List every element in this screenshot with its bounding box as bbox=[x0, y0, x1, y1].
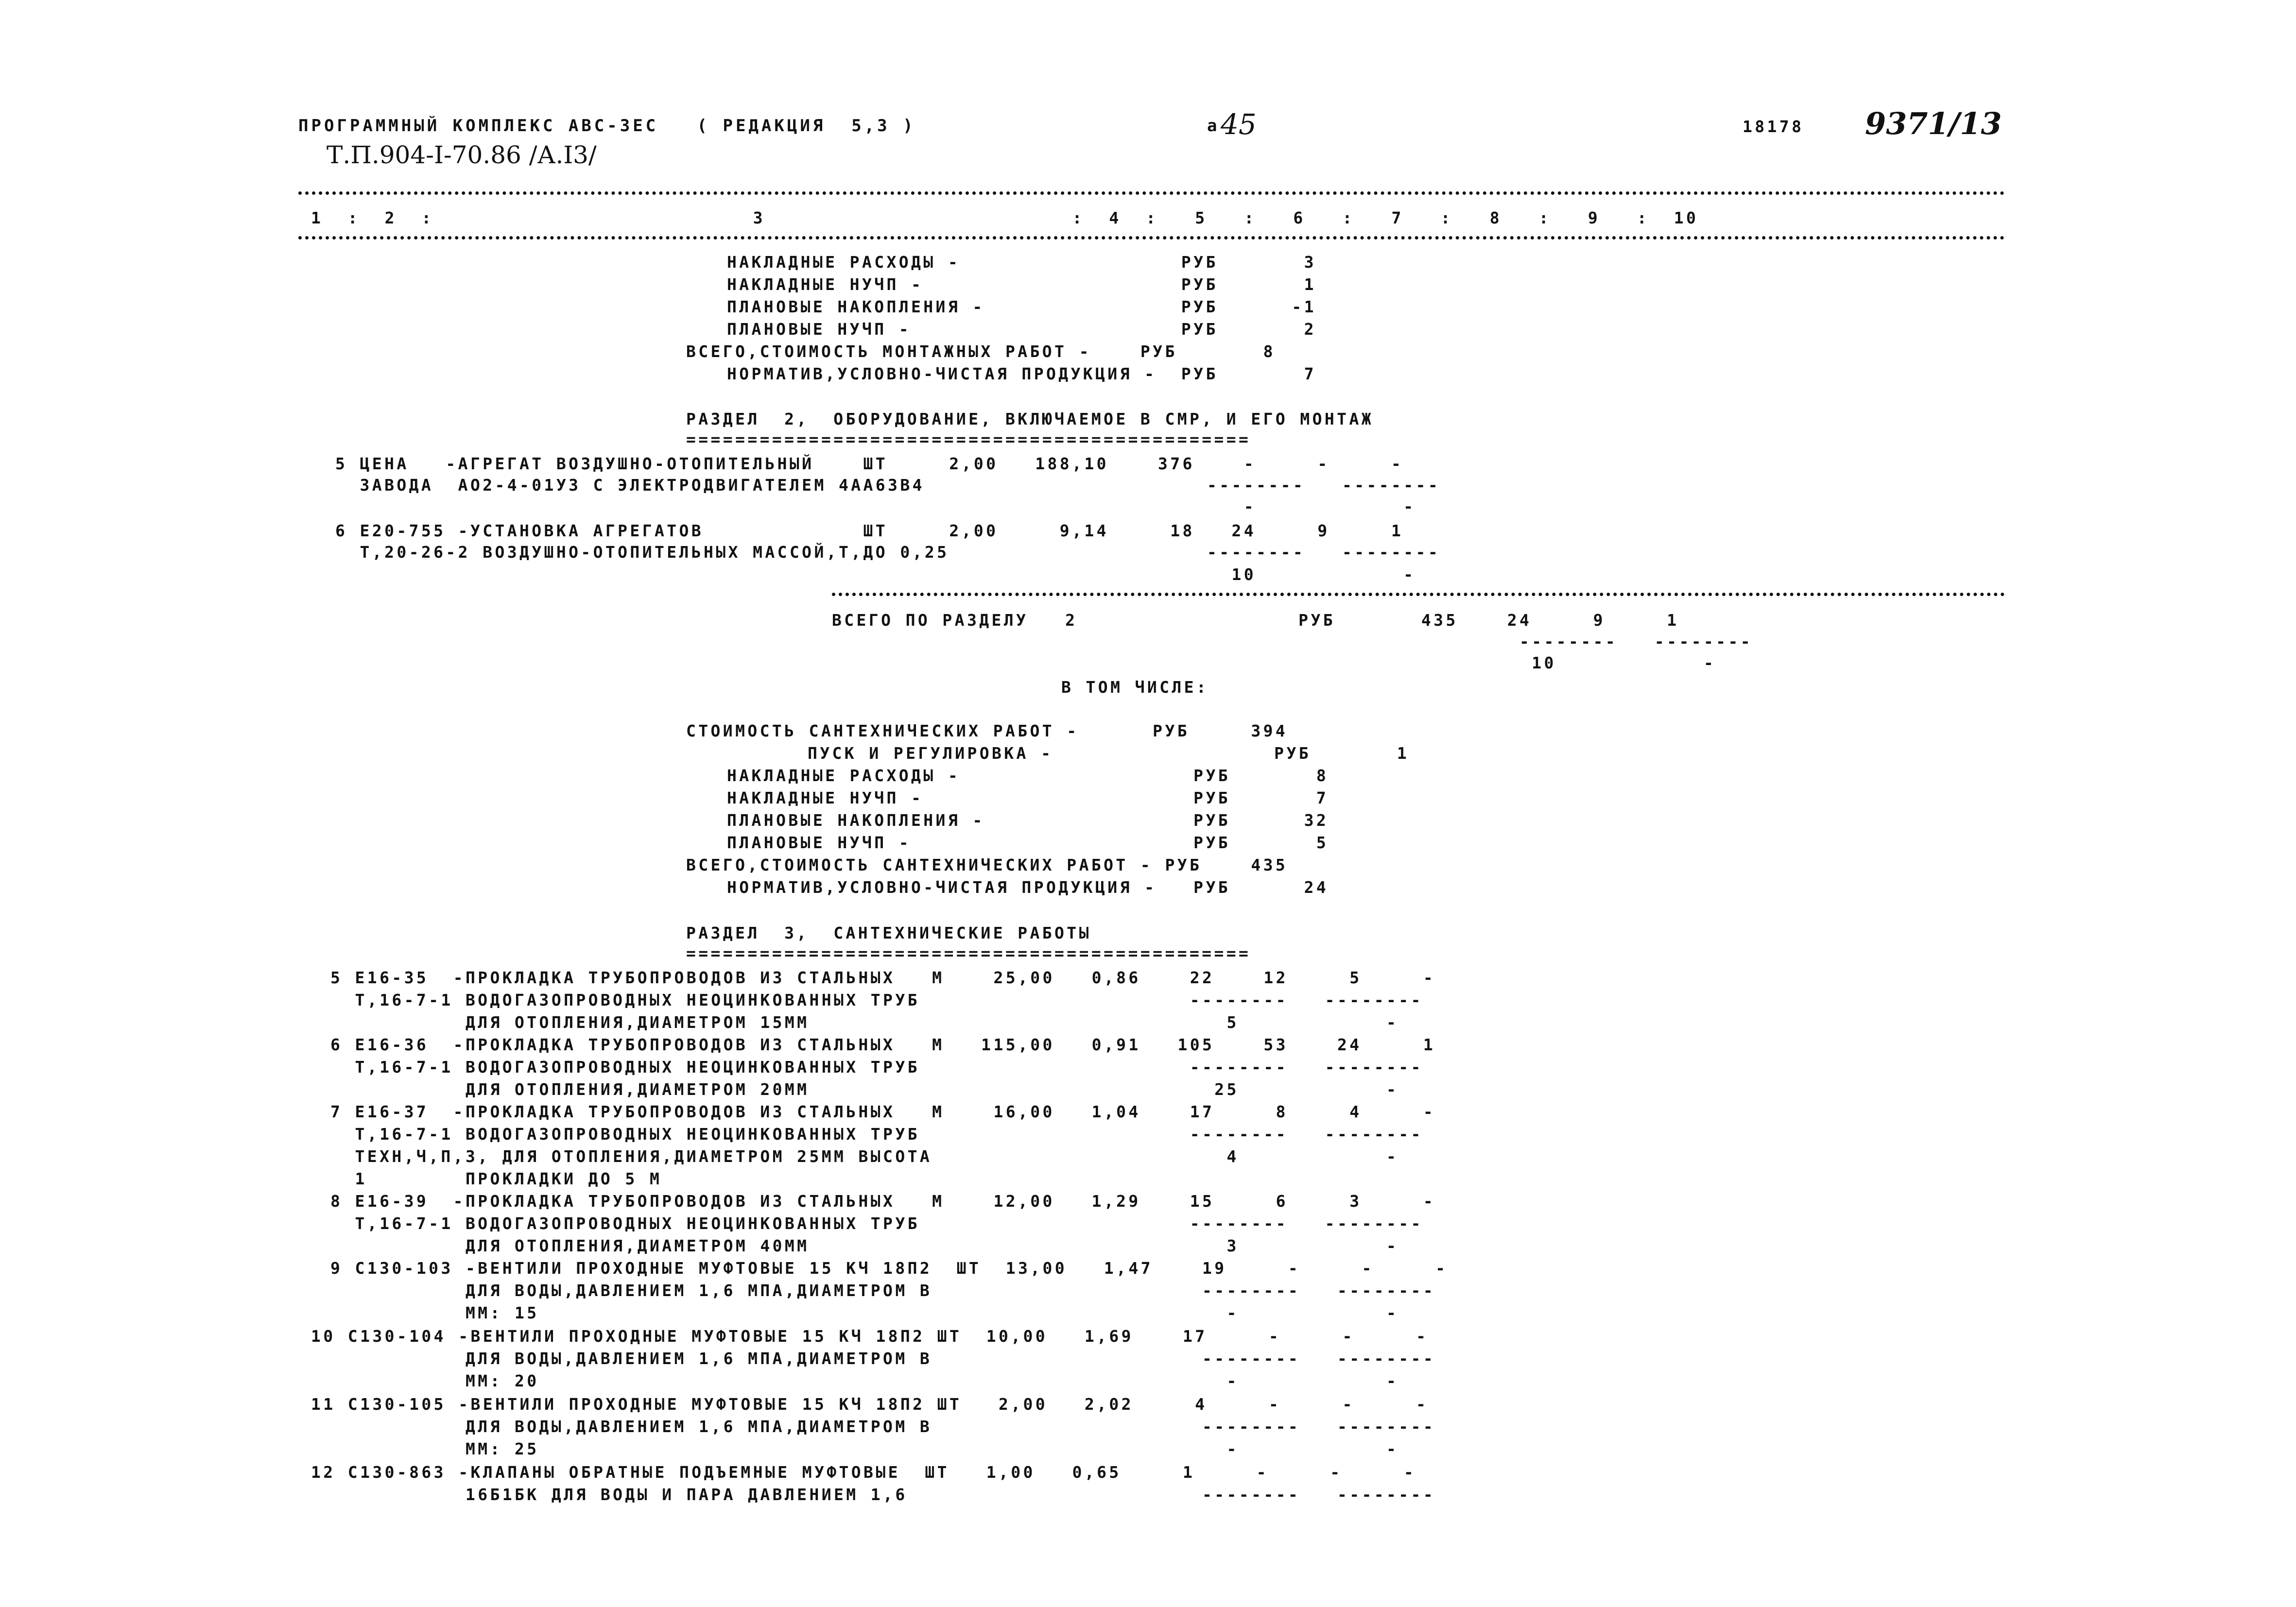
table-row: 6 Е16-36 -ПРОКЛАДКА ТРУБОПРОВОДОВ ИЗ СТАЛЬНЫХ М 115,00 0,91 105 53 24 1 bbox=[330, 1035, 1436, 1054]
table-row: 9 С130-103 -ВЕНТИЛИ ПРОХОДНЫЕ МУФТОВЫЕ 15 КЧ 18П2 ШТ 13,00 1,47 19 - - - bbox=[330, 1259, 1448, 1278]
body-line: НОРМАТИВ,УСЛОВНО-ЧИСТАЯ ПРОДУКЦИЯ - РУБ 24 bbox=[727, 878, 1329, 897]
body-line: ВСЕГО,СТОИМОСТЬ МОНТАЖНЫХ РАБОТ - РУБ 8 bbox=[686, 342, 1276, 361]
table-row: ММ: 25 - - bbox=[330, 1439, 1399, 1458]
table-row: 16Б1БК ДЛЯ ВОДЫ И ПАРА ДАВЛЕНИЕМ 1,6 -------- -------- bbox=[330, 1485, 1436, 1504]
table-row: Т,16-7-1 ВОДОГАЗОПРОВОДНЫХ НЕОЦИНКОВАННЫХ ТРУБ -------- -------- bbox=[330, 1125, 1423, 1144]
section-total: ВСЕГО ПО РАЗДЕЛУ 2 РУБ 435 24 9 1 bbox=[832, 611, 1679, 630]
body-line: НОРМАТИВ,УСЛОВНО-ЧИСТАЯ ПРОДУКЦИЯ - РУБ 7 bbox=[727, 364, 1316, 383]
table-row: ДЛЯ ВОДЫ,ДАВЛЕНИЕМ 1,6 МПА,ДИАМЕТРОМ В -------- -------- bbox=[330, 1417, 1436, 1436]
table-row: ДЛЯ ОТОПЛЕНИЯ,ДИАМЕТРОМ 40ММ 3 - bbox=[330, 1236, 1399, 1255]
table-row: 8 Е16-39 -ПРОКЛАДКА ТРУБОПРОВОДОВ ИЗ СТАЛЬНЫХ М 12,00 1,29 15 6 3 - bbox=[330, 1192, 1436, 1211]
including-label: В ТОМ ЧИСЛЕ: bbox=[1061, 678, 1209, 697]
section-total-sub: 10 - bbox=[832, 653, 1716, 672]
table-row: Т,16-7-1 ВОДОГАЗОПРОВОДНЫХ НЕОЦИНКОВАННЫХ ТРУБ -------- -------- bbox=[330, 1214, 1423, 1233]
column-numbers: 1 : 2 : 3 : 4 : 5 : 6 : 7 : 8 : 9 : 10 bbox=[311, 208, 1699, 227]
page-prefix: а bbox=[1207, 116, 1220, 136]
document-mark: 9371/13 bbox=[1865, 106, 2002, 141]
table-row: 5 Е16-35 -ПРОКЛАДКА ТРУБОПРОВОДОВ ИЗ СТАЛЬНЫХ М 25,00 0,86 22 12 5 - bbox=[330, 968, 1436, 987]
table-row: ДЛЯ ОТОПЛЕНИЯ,ДИАМЕТРОМ 15ММ 5 - bbox=[330, 1013, 1399, 1032]
listing-code: 18178 bbox=[1743, 117, 1804, 136]
section-title: РАЗДЕЛ 3, САНТЕХНИЧЕСКИЕ РАБОТЫ bbox=[686, 923, 1091, 942]
table-row: 11 С130-105 -ВЕНТИЛИ ПРОХОДНЫЕ МУФТОВЫЕ 15 КЧ 18П2 ШТ 2,00 2,02 4 - - - bbox=[311, 1395, 1429, 1414]
body-line: ПЛАНОВЫЕ НУЧП - РУБ 5 bbox=[727, 833, 1329, 852]
body-line: НАКЛАДНЫЕ НУЧП - РУБ 7 bbox=[727, 788, 1329, 807]
page-number: 45 bbox=[1221, 108, 1257, 141]
section-underline: ============================================== bbox=[686, 944, 1251, 963]
table-row: 10 С130-104 -ВЕНТИЛИ ПРОХОДНЫЕ МУФТОВЫЕ 15 КЧ 18П2 ШТ 10,00 1,69 17 - - - bbox=[311, 1327, 1429, 1346]
table-row: Т,16-7-1 ВОДОГАЗОПРОВОДНЫХ НЕОЦИНКОВАННЫХ ТРУБ -------- -------- bbox=[330, 991, 1423, 1009]
table-row: Т,16-7-1 ВОДОГАЗОПРОВОДНЫХ НЕОЦИНКОВАННЫХ ТРУБ -------- -------- bbox=[330, 1058, 1423, 1077]
table-row: 5 ЦЕНА -АГРЕГАТ ВОЗДУШНО-ОТОПИТЕЛЬНЫЙ ШТ 2,00 188,10 376 - - - bbox=[335, 454, 1404, 473]
body-line: ПЛАНОВЫЕ НУЧП - РУБ 2 bbox=[727, 320, 1316, 339]
table-row: - - bbox=[335, 497, 1416, 516]
body-line: ПЛАНОВЫЕ НАКОПЛЕНИЯ - РУБ 32 bbox=[727, 811, 1329, 830]
body-line: ПУСК И РЕГУЛИРОВКА - РУБ 1 bbox=[808, 744, 1410, 763]
section-total-sub: -------- -------- bbox=[832, 632, 1753, 651]
table-row: ММ: 20 - - bbox=[330, 1371, 1399, 1390]
header-rule bbox=[298, 236, 2005, 239]
body-line: НАКЛАДНЫЕ НУЧП - РУБ 1 bbox=[727, 275, 1316, 294]
table-row: 12 С130-863 -КЛАПАНЫ ОБРАТНЫЕ ПОДЪЕМНЫЕ МУФТОВЫЕ ШТ 1,00 0,65 1 - - - bbox=[311, 1463, 1416, 1482]
table-row: 7 Е16-37 -ПРОКЛАДКА ТРУБОПРОВОДОВ ИЗ СТАЛЬНЫХ М 16,00 1,04 17 8 4 - bbox=[330, 1102, 1436, 1121]
table-row: ДЛЯ ОТОПЛЕНИЯ,ДИАМЕТРОМ 20ММ 25 - bbox=[330, 1080, 1399, 1099]
table-row: ДЛЯ ВОДЫ,ДАВЛЕНИЕМ 1,6 МПА,ДИАМЕТРОМ В -------- -------- bbox=[330, 1281, 1436, 1300]
table-row: ЗАВОДА АО2-4-01УЗ С ЭЛЕКТРОДВИГАТЕЛЕМ 4АА63В4 -------- -------- bbox=[335, 476, 1441, 495]
top-rule bbox=[298, 191, 2005, 195]
program-header: ПРОГРАММНЫЙ КОМПЛЕКС АВС-ЗЕС ( РЕДАКЦИЯ 5,3 ) bbox=[298, 116, 916, 136]
table-row: 10 - bbox=[335, 565, 1416, 584]
table-row: ММ: 15 - - bbox=[330, 1303, 1399, 1322]
table-row: 1 ПРОКЛАДКИ ДО 5 М bbox=[330, 1169, 662, 1188]
project-code: Т.П.904-I-70.86 /А.I3/ bbox=[327, 141, 597, 169]
table-row: ТЕХН,Ч,П,3, ДЛЯ ОТОПЛЕНИЯ,ДИАМЕТРОМ 25ММ ВЫСОТА 4 - bbox=[330, 1147, 1399, 1166]
body-line: ВСЕГО,СТОИМОСТЬ САНТЕХНИЧЕСКИХ РАБОТ - РУБ 435 bbox=[686, 855, 1288, 874]
total-rule bbox=[832, 593, 2005, 596]
table-row: 6 Е20-755 -УСТАНОВКА АГРЕГАТОВ ШТ 2,00 9,14 18 24 9 1 bbox=[335, 521, 1404, 540]
section-title: РАЗДЕЛ 2, ОБОРУДОВАНИЕ, ВКЛЮЧАЕМОЕ В СМР, И ЕГО МОНТАЖ bbox=[686, 410, 1374, 428]
body-line: НАКЛАДНЫЕ РАСХОДЫ - РУБ 3 bbox=[727, 253, 1316, 272]
body-line: НАКЛАДНЫЕ РАСХОДЫ - РУБ 8 bbox=[727, 766, 1329, 785]
body-line: СТОИМОСТЬ САНТЕХНИЧЕСКИХ РАБОТ - РУБ 394 bbox=[686, 721, 1288, 740]
table-row: Т,20-26-2 ВОЗДУШНО-ОТОПИТЕЛЬНЫХ МАССОЙ,Т,ДО 0,25 -------- -------- bbox=[335, 543, 1441, 562]
section-underline: ============================================== bbox=[686, 430, 1251, 449]
body-line: ПЛАНОВЫЕ НАКОПЛЕНИЯ - РУБ -1 bbox=[727, 297, 1316, 316]
table-row: ДЛЯ ВОДЫ,ДАВЛЕНИЕМ 1,6 МПА,ДИАМЕТРОМ В -------- -------- bbox=[330, 1349, 1436, 1368]
